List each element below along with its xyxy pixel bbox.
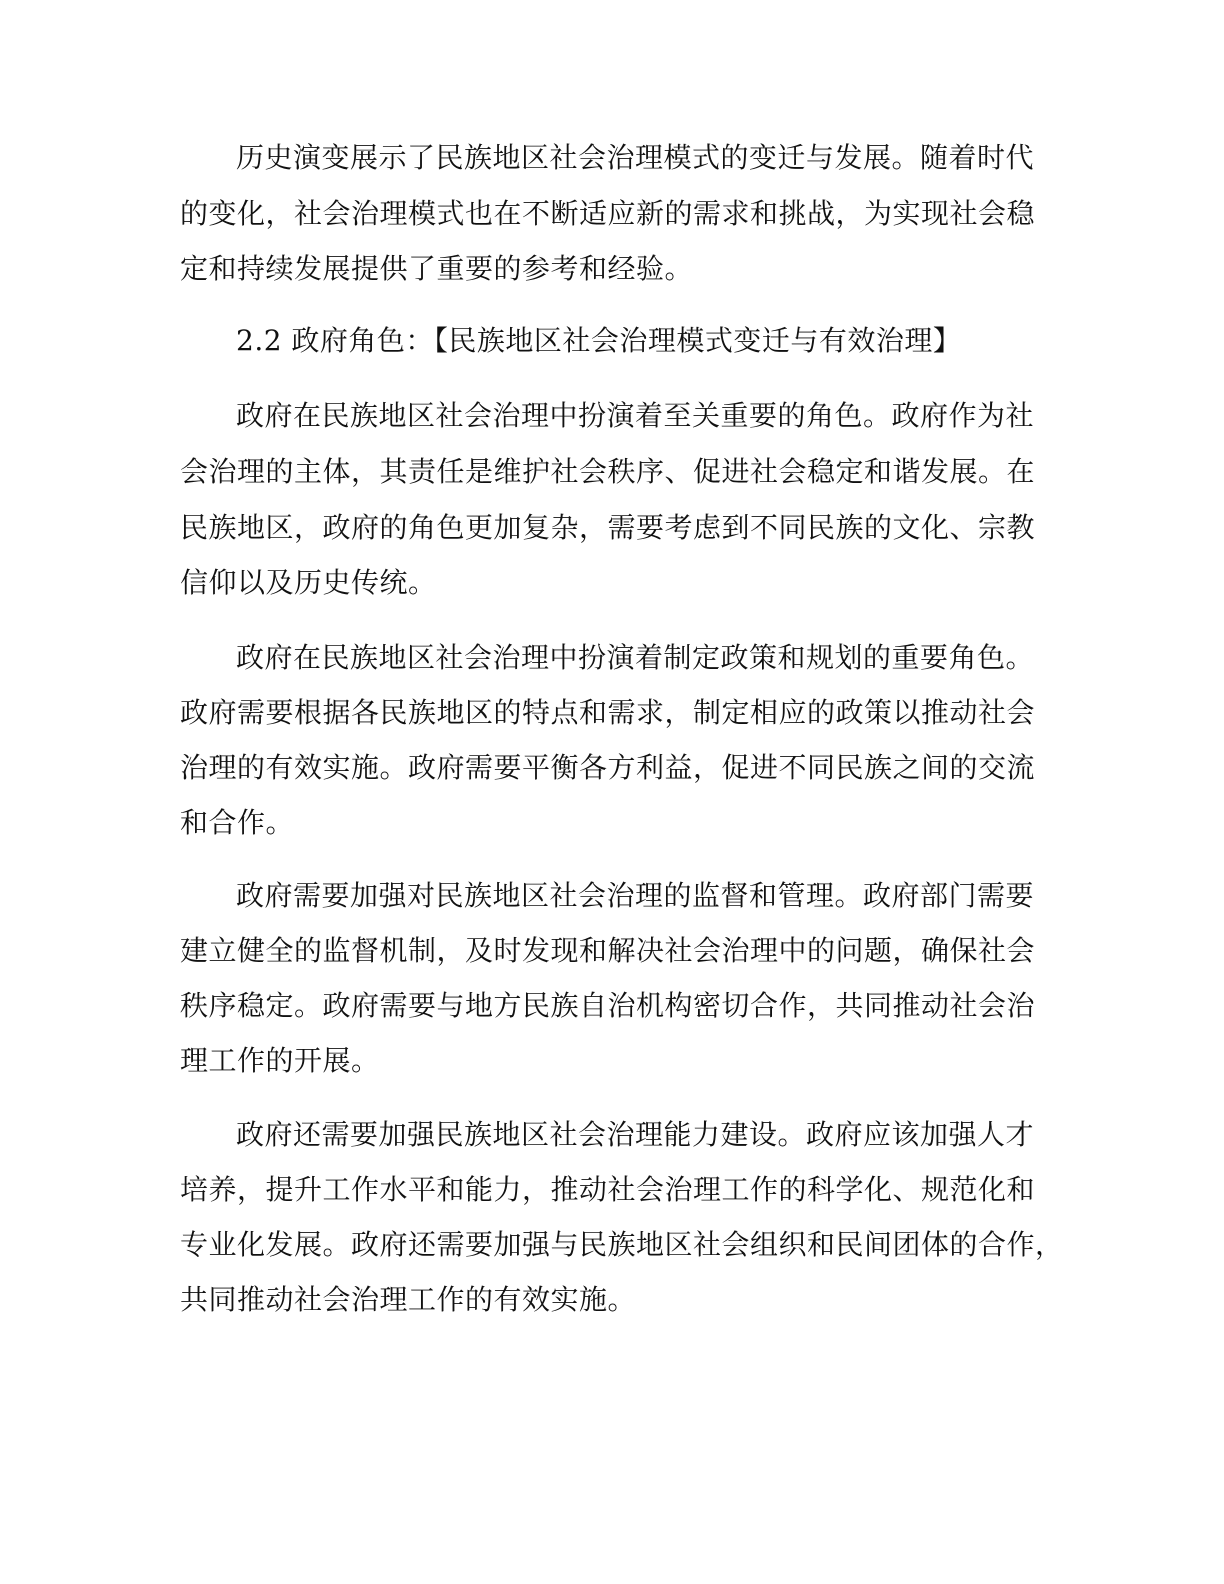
paragraph-line: 会治理的主体，其责任是维护社会秩序、促进社会稳定和谐发展。在	[180, 455, 1036, 488]
paragraph-line: 理工作的开展。	[180, 1044, 380, 1077]
paragraph-line: 定和持续发展提供了重要的参考和经验。	[180, 252, 694, 285]
paragraph-line: 政府需要根据各民族地区的特点和需求，制定相应的政策以推动社会	[180, 696, 1036, 729]
paragraph-line: 建立健全的监督机制，及时发现和解决社会治理中的问题，确保社会	[180, 934, 1036, 967]
paragraph-line: 的变化，社会治理模式也在不断适应新的需求和挑战，为实现社会稳	[180, 197, 1036, 230]
paragraph-line: 信仰以及历史传统。	[180, 566, 437, 599]
paragraph-line: 治理的有效实施。政府需要平衡各方利益，促进不同民族之间的交流	[180, 751, 1036, 784]
paragraph-line: 政府需要加强对民族地区社会治理的监督和管理。政府部门需要	[236, 879, 1035, 912]
paragraph-line: 历史演变展示了民族地区社会治理模式的变迁与发展。随着时代	[236, 141, 1035, 174]
section-heading: 2.2 政府角色：【民族地区社会治理模式变迁与有效治理】	[236, 324, 962, 357]
paragraph-line: 民族地区，政府的角色更加复杂，需要考虑到不同民族的文化、宗教	[180, 511, 1036, 544]
paragraph-line: 培养，提升工作水平和能力，推动社会治理工作的科学化、规范化和	[180, 1173, 1036, 1206]
paragraph-line: 政府在民族地区社会治理中扮演着制定政策和规划的重要角色。	[236, 641, 1035, 674]
paragraph-line: 政府还需要加强民族地区社会治理能力建设。政府应该加强人才	[236, 1118, 1035, 1151]
paragraph-line: 共同推动社会治理工作的有效实施。	[180, 1283, 637, 1316]
paragraph-line: 专业化发展。政府还需要加强与民族地区社会组织和民间团体的合作，	[180, 1228, 1064, 1261]
paragraph-line: 和合作。	[180, 806, 295, 839]
paragraph-line: 政府在民族地区社会治理中扮演着至关重要的角色。政府作为社	[236, 399, 1035, 432]
paragraph-line: 秩序稳定。政府需要与地方民族自治机构密切合作，共同推动社会治	[180, 989, 1036, 1022]
